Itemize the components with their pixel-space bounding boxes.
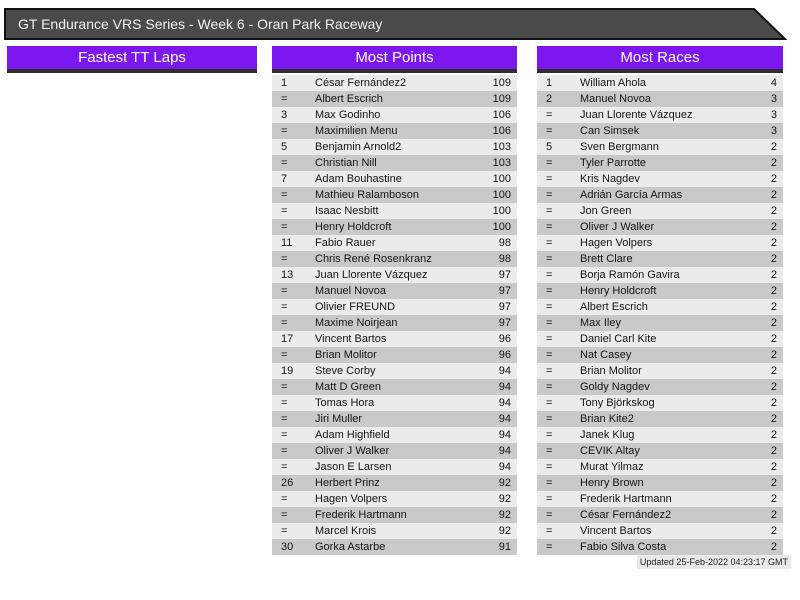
driver-name-cell: Brian Kite2 [580, 413, 634, 425]
rank-cell: = [546, 205, 553, 217]
table-row [272, 475, 517, 491]
rank-cell: = [546, 445, 553, 457]
rank-cell: 30 [281, 541, 294, 553]
table-row [537, 107, 783, 123]
table-row [272, 267, 517, 283]
rank-cell: = [281, 509, 288, 521]
series-title-banner [4, 7, 792, 41]
rank-cell: 1 [546, 77, 553, 89]
rank-cell: = [281, 493, 288, 505]
value-cell: 97 [498, 317, 511, 329]
driver-name-cell: Manuel Novoa [315, 285, 386, 297]
value-cell: 96 [498, 333, 511, 345]
table-row [272, 523, 517, 539]
value-cell: 92 [498, 509, 511, 521]
value-cell: 100 [492, 205, 511, 217]
table-row [537, 427, 783, 443]
value-cell: 2 [770, 365, 777, 377]
value-cell: 106 [492, 125, 511, 137]
rank-cell: = [546, 109, 553, 121]
table-row [537, 203, 783, 219]
table-row [272, 235, 517, 251]
most-points-panel [272, 46, 517, 555]
rank-cell: = [281, 349, 288, 361]
rank-cell: = [546, 493, 553, 505]
table-row [537, 155, 783, 171]
rank-cell: = [281, 525, 288, 537]
rank-cell: 11 [281, 237, 293, 249]
driver-name-cell: César Fernández2 [580, 509, 672, 521]
driver-name-cell: Sven Bergmann [580, 141, 659, 153]
driver-name-cell: Jason E Larsen [315, 461, 392, 473]
value-cell: 2 [770, 541, 777, 553]
driver-name-cell: Albert Escrich [315, 93, 383, 105]
rank-cell: = [546, 333, 553, 345]
value-cell: 91 [498, 541, 511, 553]
rank-cell: 7 [281, 173, 288, 185]
driver-name-cell: Frederik Hartmann [580, 493, 672, 505]
rank-cell: 13 [281, 269, 294, 281]
value-cell: 2 [770, 317, 777, 329]
value-cell: 4 [770, 77, 777, 89]
table-row [272, 299, 517, 315]
table-row [537, 395, 783, 411]
rank-cell: = [546, 381, 553, 393]
driver-name-cell: Benjamin Arnold2 [315, 141, 402, 153]
driver-name-cell: Brett Clare [580, 253, 633, 265]
driver-name-cell: Juan Llorente Vázquez [580, 109, 693, 121]
driver-name-cell: Tomas Hora [315, 397, 375, 409]
value-cell: 2 [770, 221, 777, 233]
table-row [537, 459, 783, 475]
rank-cell: 26 [281, 477, 294, 489]
value-cell: 2 [770, 349, 777, 361]
driver-name-cell: Herbert Prinz [315, 477, 380, 489]
driver-name-cell: Maxime Noirjean [315, 317, 398, 329]
table-row [272, 315, 517, 331]
table-row [537, 251, 783, 267]
table-row [272, 395, 517, 411]
table-row [537, 187, 783, 203]
table-row [537, 331, 783, 347]
rank-cell: = [281, 317, 288, 329]
table-row [272, 491, 517, 507]
table-row [537, 315, 783, 331]
value-cell: 2 [770, 461, 777, 473]
value-cell: 2 [770, 141, 777, 153]
table-row [272, 331, 517, 347]
table-row [272, 347, 517, 363]
rank-cell: = [281, 189, 288, 201]
table-row [272, 459, 517, 475]
driver-name-cell: Max Godinho [315, 109, 381, 121]
rank-cell: = [281, 253, 288, 265]
rank-cell: = [546, 413, 553, 425]
table-row [272, 139, 517, 155]
driver-name-cell: Kris Nagdev [580, 173, 640, 185]
driver-name-cell: Henry Holdcroft [580, 285, 657, 297]
driver-name-cell: Mathieu Ralamboson [315, 189, 419, 201]
driver-name-cell: Manuel Novoa [580, 93, 651, 105]
rank-cell: = [546, 285, 553, 297]
table-row [272, 251, 517, 267]
driver-name-cell: Adrián García Armas [580, 189, 683, 201]
driver-name-cell: Daniel Carl Kite [580, 333, 657, 345]
value-cell: 92 [498, 493, 511, 505]
table-row [272, 507, 517, 523]
value-cell: 2 [770, 413, 777, 425]
rank-cell: = [281, 93, 288, 105]
value-cell: 2 [770, 205, 777, 217]
driver-name-cell: Borja Ramón Gavira [580, 269, 680, 281]
table-row [537, 123, 783, 139]
value-cell: 94 [498, 413, 511, 425]
driver-name-cell: Henry Brown [580, 477, 644, 489]
rank-cell: = [281, 205, 288, 217]
driver-name-cell: Fabio Rauer [315, 237, 376, 249]
value-cell: 94 [498, 381, 511, 393]
table-row [272, 443, 517, 459]
value-cell: 97 [498, 301, 511, 313]
rank-cell: = [546, 317, 553, 329]
table-row [272, 427, 517, 443]
table-row [537, 75, 783, 91]
fastest-tt-laps-panel [7, 46, 257, 75]
rank-cell: = [281, 381, 288, 393]
driver-name-cell: Maximilien Menu [315, 125, 398, 137]
rank-cell: = [546, 349, 553, 361]
most-races-table [537, 75, 783, 555]
value-cell: 92 [498, 525, 511, 537]
rank-cell: = [546, 237, 553, 249]
rank-cell: = [546, 509, 553, 521]
rank-cell: 3 [281, 109, 288, 121]
value-cell: 100 [492, 189, 511, 201]
driver-name-cell: Henry Holdcroft [315, 221, 392, 233]
table-row [537, 299, 783, 315]
driver-name-cell: Oliver J Walker [580, 221, 655, 233]
table-row [272, 91, 517, 107]
driver-name-cell: Adam Bouhastine [315, 173, 402, 185]
driver-name-cell: Vincent Bartos [580, 525, 652, 537]
rank-cell: = [281, 397, 288, 409]
value-cell: 2 [770, 237, 777, 249]
driver-name-cell: Albert Escrich [580, 301, 648, 313]
value-cell: 98 [498, 237, 511, 249]
value-cell: 2 [770, 285, 777, 297]
rank-cell: = [546, 541, 553, 553]
value-cell: 94 [498, 461, 511, 473]
table-row [537, 411, 783, 427]
rank-cell: = [281, 413, 288, 425]
rank-cell: 1 [281, 77, 288, 89]
driver-name-cell: William Ahola [580, 77, 647, 89]
driver-name-cell: Max Iley [580, 317, 621, 329]
rank-cell: = [546, 525, 553, 537]
panel-header-fastest-tt-laps: Fastest TT Laps [7, 46, 257, 73]
value-cell: 103 [492, 157, 511, 169]
value-cell: 2 [770, 445, 777, 457]
rank-cell: = [281, 301, 288, 313]
table-row [537, 219, 783, 235]
driver-name-cell: CEVIK Altay [580, 445, 640, 457]
most-points-table [272, 75, 517, 555]
table-row [272, 107, 517, 123]
rank-cell: = [546, 365, 553, 377]
rank-cell: = [546, 173, 553, 185]
rank-cell: 5 [281, 141, 288, 153]
table-row [272, 363, 517, 379]
value-cell: 94 [498, 397, 511, 409]
table-row [272, 379, 517, 395]
driver-name-cell: Can Simsek [580, 125, 640, 137]
value-cell: 2 [770, 509, 777, 521]
driver-name-cell: Olivier FREUND [315, 301, 396, 313]
rank-cell: = [281, 429, 288, 441]
table-row [272, 123, 517, 139]
table-row [537, 475, 783, 491]
table-row [537, 283, 783, 299]
driver-name-cell: Vincent Bartos [315, 333, 387, 345]
value-cell: 2 [770, 429, 777, 441]
rank-cell: = [281, 125, 288, 137]
driver-name-cell: Goldy Nagdev [580, 381, 650, 393]
rank-cell: = [281, 445, 288, 457]
driver-name-cell: Matt D Green [315, 381, 382, 393]
rank-cell: 19 [281, 365, 294, 377]
driver-name-cell: Fabio Silva Costa [580, 541, 667, 553]
table-row [537, 379, 783, 395]
driver-name-cell: Steve Corby [315, 365, 376, 377]
value-cell: 2 [770, 333, 777, 345]
table-row [537, 523, 783, 539]
value-cell: 94 [498, 429, 511, 441]
value-cell: 109 [492, 77, 511, 89]
value-cell: 98 [498, 253, 511, 265]
driver-name-cell: Janek Klug [580, 429, 635, 441]
value-cell: 97 [498, 285, 511, 297]
driver-name-cell: Adam Highfield [315, 429, 390, 441]
rank-cell: = [546, 461, 553, 473]
driver-name-cell: Jiri Muller [315, 413, 363, 425]
table-row [272, 75, 517, 91]
driver-name-cell: Frederik Hartmann [315, 509, 407, 521]
table-row [272, 171, 517, 187]
rank-cell: = [546, 157, 553, 169]
rank-cell: = [281, 157, 288, 169]
value-cell: 3 [770, 125, 777, 137]
value-cell: 2 [770, 269, 777, 281]
table-row [537, 507, 783, 523]
driver-name-cell: Oliver J Walker [315, 445, 390, 457]
table-row [272, 219, 517, 235]
table-row [537, 539, 783, 555]
driver-name-cell: Hagen Volpers [580, 237, 653, 249]
driver-name-cell: Gorka Astarbe [315, 541, 386, 553]
rank-cell: 17 [281, 333, 294, 345]
driver-name-cell: César Fernández2 [315, 77, 407, 89]
table-row [272, 187, 517, 203]
value-cell: 92 [498, 477, 511, 489]
value-cell: 3 [770, 109, 777, 121]
value-cell: 96 [498, 349, 511, 361]
value-cell: 3 [770, 93, 777, 105]
driver-name-cell: Marcel Krois [315, 525, 377, 537]
driver-name-cell: Christian Nill [315, 157, 377, 169]
rank-cell: 2 [546, 93, 553, 105]
driver-name-cell: Juan Llorente Vázquez [315, 269, 428, 281]
value-cell: 2 [770, 189, 777, 201]
rank-cell: = [546, 397, 553, 409]
value-cell: 2 [770, 157, 777, 169]
table-row [272, 203, 517, 219]
rank-cell: = [546, 125, 553, 137]
table-row [537, 267, 783, 283]
table-row [537, 139, 783, 155]
rank-cell: = [546, 301, 553, 313]
rank-cell: = [546, 253, 553, 265]
rank-cell: = [281, 461, 288, 473]
rank-cell: = [281, 285, 288, 297]
driver-name-cell: Isaac Nesbitt [315, 205, 379, 217]
driver-name-cell: Tyler Parrotte [580, 157, 647, 169]
most-races-panel [537, 46, 783, 555]
table-row [272, 411, 517, 427]
table-row [272, 539, 517, 555]
value-cell: 2 [770, 477, 777, 489]
table-row [537, 171, 783, 187]
value-cell: 2 [770, 301, 777, 313]
rank-cell: = [546, 477, 553, 489]
table-row [272, 283, 517, 299]
rank-cell: = [546, 269, 553, 281]
value-cell: 109 [492, 93, 511, 105]
value-cell: 2 [770, 397, 777, 409]
table-row [537, 363, 783, 379]
driver-name-cell: Brian Molitor [315, 349, 377, 361]
driver-name-cell: Brian Molitor [580, 365, 642, 377]
driver-name-cell: Hagen Volpers [315, 493, 388, 505]
rank-cell: = [546, 429, 553, 441]
table-row [272, 155, 517, 171]
driver-name-cell: Nat Casey [580, 349, 632, 361]
table-row [537, 235, 783, 251]
updated-timestamp: Updated 25-Feb-2022 04:23:17 GMT [637, 555, 791, 569]
rank-cell: = [546, 221, 553, 233]
panel-header-most-points: Most Points [272, 46, 517, 73]
value-cell: 106 [492, 109, 511, 121]
value-cell: 100 [492, 173, 511, 185]
driver-name-cell: Murat Yilmaz [580, 461, 644, 473]
value-cell: 2 [770, 173, 777, 185]
value-cell: 2 [770, 381, 777, 393]
value-cell: 97 [498, 269, 511, 281]
driver-name-cell: Chris René Rosenkranz [315, 253, 432, 265]
driver-name-cell: Tony Björkskog [580, 397, 655, 409]
value-cell: 2 [770, 493, 777, 505]
value-cell: 94 [498, 365, 511, 377]
table-row [537, 491, 783, 507]
rank-cell: 5 [546, 141, 553, 153]
panel-header-most-races: Most Races [537, 46, 783, 73]
value-cell: 103 [492, 141, 511, 153]
table-row [537, 443, 783, 459]
rank-cell: = [546, 189, 553, 201]
table-row [537, 91, 783, 107]
value-cell: 2 [770, 525, 777, 537]
series-title: GT Endurance VRS Series - Week 6 - Oran Park Raceway [18, 16, 383, 32]
driver-name-cell: Jon Green [580, 205, 632, 217]
table-row [537, 347, 783, 363]
value-cell: 100 [492, 221, 511, 233]
value-cell: 2 [770, 253, 777, 265]
rank-cell: = [281, 221, 288, 233]
value-cell: 94 [498, 445, 511, 457]
